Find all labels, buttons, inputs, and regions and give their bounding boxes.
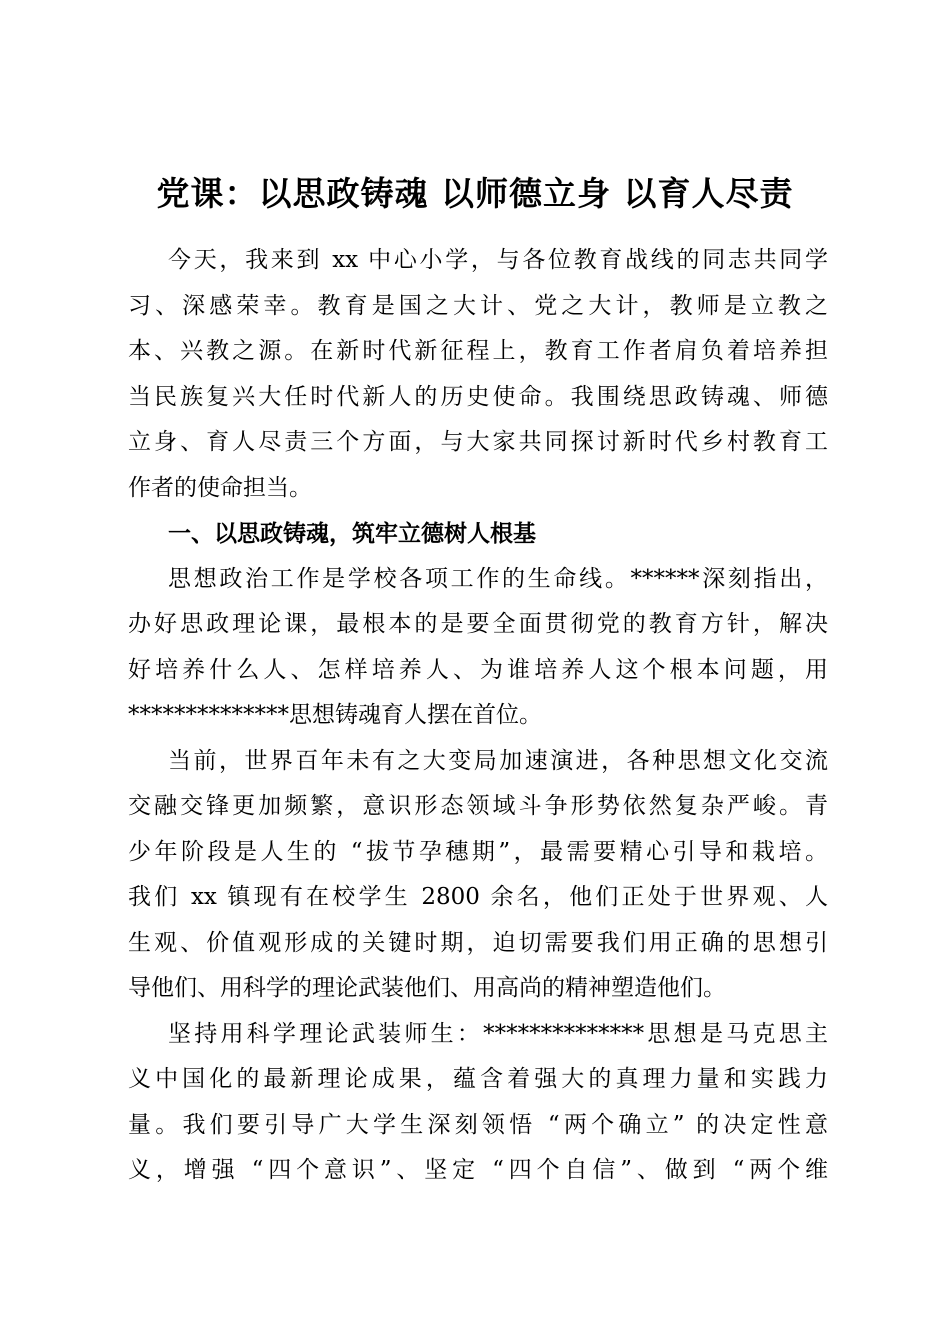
section-heading: 一、以思政铸魂，筑牢立德树人根基 [168, 520, 536, 547]
text-line: 义，增强 “四个意识”、坚定 “四个自信”、做到 “两个维 [128, 1157, 828, 1183]
text-line: 当民族复兴大任时代新人的历史使命。我围绕思政铸魂、师德 [128, 383, 828, 410]
document-body [128, 238, 828, 1194]
text-line: 义中国化的最新理论成果，蕴含着强大的真理力量和实践力 [128, 1066, 828, 1092]
text-line: 少年阶段是人生的 “拔节孕穗期”，最需要精心引导和栽培。 [128, 838, 828, 865]
text-line: 思想政治工作是学校各项工作的生命线。******深刻指出， [168, 565, 828, 592]
text-line: **************思想铸魂育人摆在首位。 [128, 702, 542, 728]
intro-paragraph [128, 238, 828, 511]
section1-paragraph-2 [128, 739, 828, 1012]
section1-paragraph-1 [128, 557, 828, 739]
section1-paragraph-3 [128, 1012, 828, 1194]
text-line: 习、深感荣幸。教育是国之大计、党之大计，教师是立教之 [128, 292, 828, 319]
text-line: 今天，我来到 xx 中心小学，与各位教育战线的同志共同学 [168, 247, 828, 273]
document-title: 党课：以思政铸魂 以师德立身 以育人尽责 [156, 174, 794, 213]
text-line: 量。我们要引导广大学生深刻领悟 “两个确立” 的决定性意 [128, 1111, 828, 1138]
text-line: 作者的使命担当。 [128, 474, 312, 501]
text-line: 生观、价值观形成的关键时期，迫切需要我们用正确的思想引 [128, 929, 828, 956]
text-line: 当前，世界百年未有之大变局加速演进，各种思想文化交流 [168, 747, 828, 774]
text-line: 坚持用科学理论武装师生：**************思想是马克思主 [168, 1020, 828, 1047]
text-line: 导他们、用科学的理论武装他们、用高尚的精神塑造他们。 [128, 975, 726, 1001]
text-line: 我们 xx 镇现有在校学生 2800 余名，他们正处于世界观、人 [128, 884, 828, 910]
text-line: 立身、育人尽责三个方面，与大家共同探讨新时代乡村教育工 [128, 429, 828, 455]
text-line: 好培养什么人、怎样培养人、为谁培养人这个根本问题，用 [128, 656, 828, 683]
text-line: 办好思政理论课，最根本的是要全面贯彻党的教育方针，解决 [128, 611, 828, 637]
text-line: 本、兴教之源。在新时代新征程上，教育工作者肩负着培养担 [128, 338, 828, 364]
text-line: 交融交锋更加频繁，意识形态领域斗争形势依然复杂严峻。青 [128, 793, 828, 819]
